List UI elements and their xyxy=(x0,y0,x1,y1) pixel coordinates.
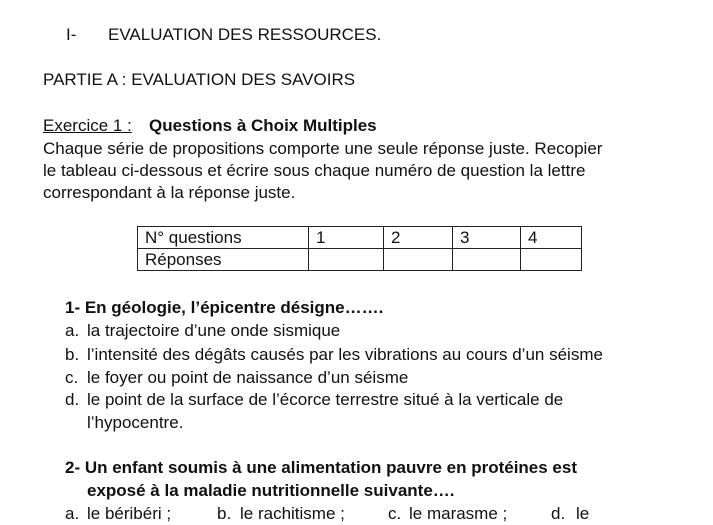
exercise-title: Questions à Choix Multiples xyxy=(149,116,377,135)
answer-cell xyxy=(384,249,453,271)
option-text: le xyxy=(576,504,590,523)
answer-cell xyxy=(521,249,582,271)
question-stem: 1- En géologie, l’épicentre désigne……. xyxy=(65,298,384,317)
answer-cell xyxy=(453,249,521,271)
option-text: le marasme ; xyxy=(409,504,508,523)
row-label-answers: Réponses xyxy=(138,249,309,271)
option-text: l’hypocentre. xyxy=(87,413,184,432)
option-text: le point de la surface de l’écorce terrestre situé à la verticale de xyxy=(87,390,564,409)
table-row xyxy=(138,249,582,271)
option-letter: b. xyxy=(65,345,80,364)
option-letter: d. xyxy=(65,390,80,409)
row-label-questions: N° questions xyxy=(138,227,309,249)
instruction-line: correspondant à la réponse juste. xyxy=(43,183,296,202)
column-header-2: 2 xyxy=(384,227,453,249)
option-text: le béribéri ; xyxy=(87,504,172,523)
column-header-1: 1 xyxy=(309,227,384,249)
instruction-line: Chaque série de propositions comporte une seule réponse juste. Recopier xyxy=(43,139,603,158)
section-numeral: I- xyxy=(66,25,77,44)
option-letter: d. xyxy=(551,504,566,523)
answer-table xyxy=(137,226,582,271)
question-stem: exposé à la maladie nutritionnelle suivante…. xyxy=(87,481,455,500)
column-header-4: 4 xyxy=(521,227,582,249)
option-text: la trajectoire d’une onde sismique xyxy=(87,321,341,340)
option-letter: c. xyxy=(388,504,402,523)
question-stem: 2- Un enfant soumis à une alimentation pauvre en protéines est xyxy=(65,458,578,477)
answer-cell xyxy=(309,249,384,271)
exercise-label: Exercice 1 : xyxy=(43,116,132,135)
option-letter: a. xyxy=(65,321,80,340)
option-text: le foyer ou point de naissance d’un séisme xyxy=(87,368,409,387)
option-letter: a. xyxy=(65,504,80,523)
table-row xyxy=(138,227,582,249)
option-letter: b. xyxy=(217,504,232,523)
part-title: PARTIE A : EVALUATION DES SAVOIRS xyxy=(43,70,356,89)
column-header-3: 3 xyxy=(453,227,521,249)
section-title: EVALUATION DES RESSOURCES. xyxy=(108,25,382,44)
option-letter: c. xyxy=(65,368,79,387)
option-text: l’intensité des dégâts causés par les vibrations au cours d’un séisme xyxy=(87,345,603,364)
instruction-line: le tableau ci-dessous et écrire sous chaque numéro de question la lettre xyxy=(43,161,586,180)
option-text: le rachitisme ; xyxy=(240,504,345,523)
